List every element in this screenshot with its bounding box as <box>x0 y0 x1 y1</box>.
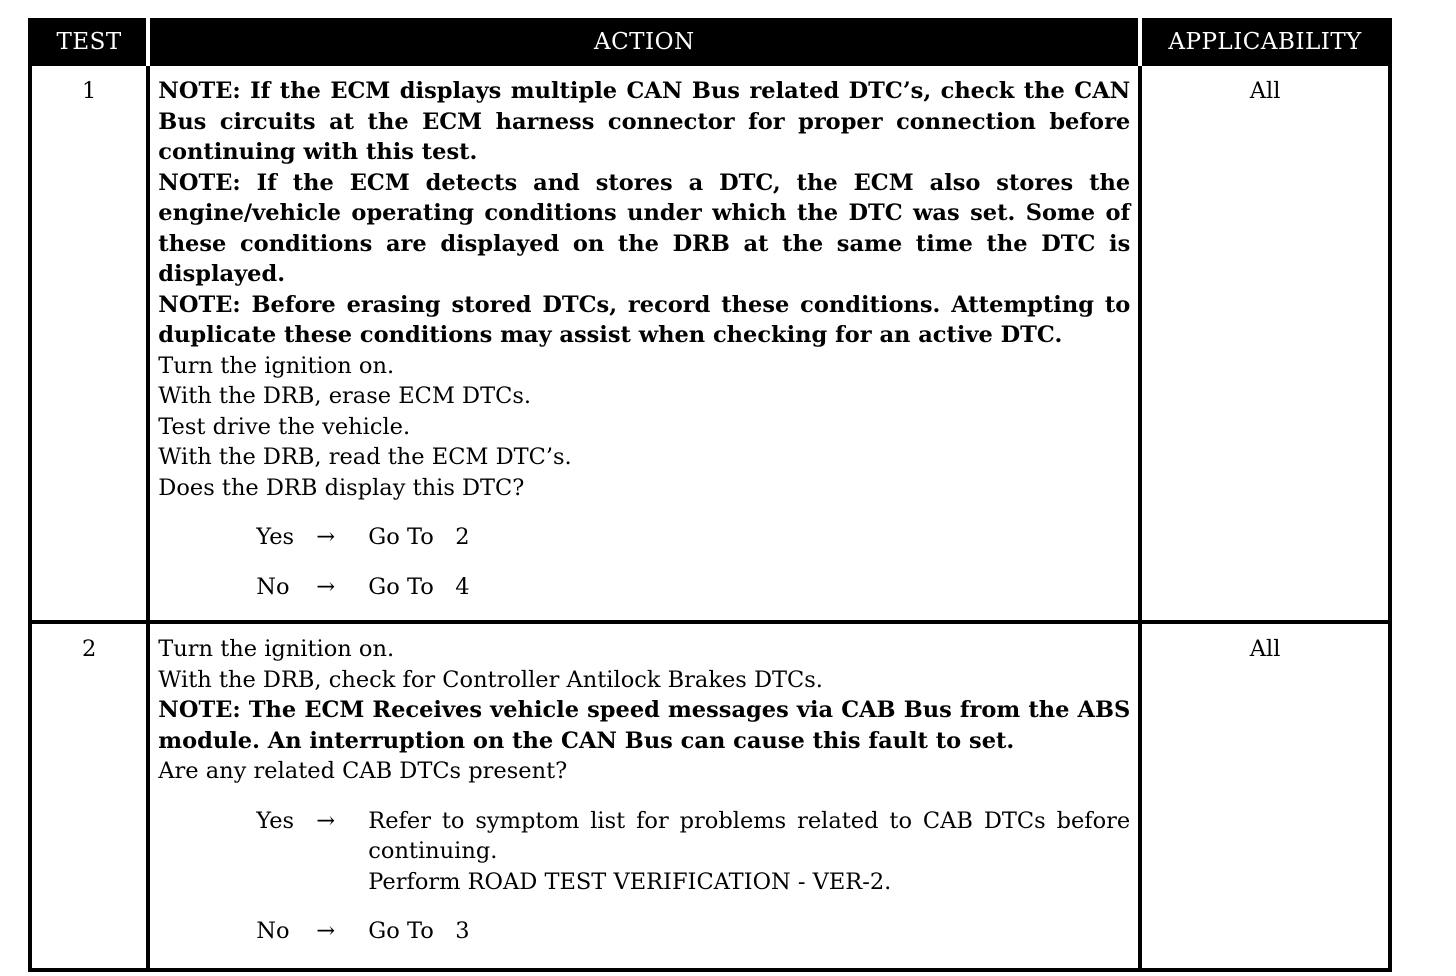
diagnostic-test-table <box>28 18 1392 972</box>
arrow-right-icon: → <box>316 524 336 550</box>
applicability-value: All <box>1140 64 1390 622</box>
action-step: Test drive the vehicle. <box>158 413 411 440</box>
choice-label: No <box>256 918 290 944</box>
action-note: NOTE: If the ECM displays multiple CAN Bus related DTC’s, check the CAN Bus circuits at the ECM harness connector for proper connection before continuing with this test. <box>158 78 1131 165</box>
choice-yes <box>256 522 1130 553</box>
test-number: 1 <box>30 64 148 622</box>
table-header-row <box>30 20 1390 64</box>
action-question: Are any related CAB DTCs present? <box>158 758 568 784</box>
action-step: With the DRB, read the ECM DTC’s. <box>158 444 572 470</box>
action-step: Turn the ignition on. <box>158 352 395 379</box>
choice-label: Yes <box>256 807 295 834</box>
choice-result-line: Go To 4 <box>368 573 470 600</box>
choice-no <box>256 916 1130 947</box>
arrow-right-icon: → <box>316 573 336 600</box>
choice-result-line: Refer to symptom list for problems related to CAB DTCs before continuing. <box>368 807 1131 864</box>
table-row <box>30 622 1390 970</box>
action-note: NOTE: If the ECM detects and stores a DTC, the ECM also stores the engine/vehicle operating conditions under which the DTC was set. Some of these conditions are displayed on the DRB at the same time the DTC is displayed. <box>158 169 1131 287</box>
header-applicability: APPLICABILITY <box>1140 20 1390 64</box>
choice-no <box>256 572 1130 603</box>
action-question: Does the DRB display this DTC? <box>158 474 525 501</box>
test-number: 2 <box>30 622 148 970</box>
header-test: TEST <box>30 20 148 64</box>
choice-result <box>368 572 1130 603</box>
choice-label: Yes <box>256 524 295 550</box>
table-row <box>30 64 1390 622</box>
action-cell <box>148 622 1140 970</box>
choice-result <box>368 806 1130 898</box>
choice-yes <box>256 806 1130 898</box>
choice-label: No <box>256 573 290 600</box>
action-step: Turn the ignition on. <box>158 636 395 662</box>
choice-result <box>368 916 1130 947</box>
action-cell <box>148 64 1140 622</box>
choice-result-line: Go To 2 <box>368 524 470 550</box>
action-step: With the DRB, erase ECM DTCs. <box>158 383 532 409</box>
choice-result-line: Go To 3 <box>368 918 470 944</box>
action-note: NOTE: The ECM Receives vehicle speed messages via CAB Bus from the ABS module. An interruption on the CAN Bus can cause this fault to set. <box>158 697 1131 754</box>
action-step: With the DRB, check for Controller Antilock Brakes DTCs. <box>158 666 823 693</box>
arrow-right-icon: → <box>316 807 336 834</box>
action-note: NOTE: Before erasing stored DTCs, record these conditions. Attempting to duplicate these conditions may assist when checking for an active DTC. <box>158 291 1131 348</box>
applicability-value: All <box>1140 622 1390 970</box>
header-action: ACTION <box>148 20 1140 64</box>
choice-result <box>368 522 1130 553</box>
arrow-right-icon: → <box>316 918 336 944</box>
choice-result-line: Perform ROAD TEST VERIFICATION - VER-2. <box>368 868 892 895</box>
